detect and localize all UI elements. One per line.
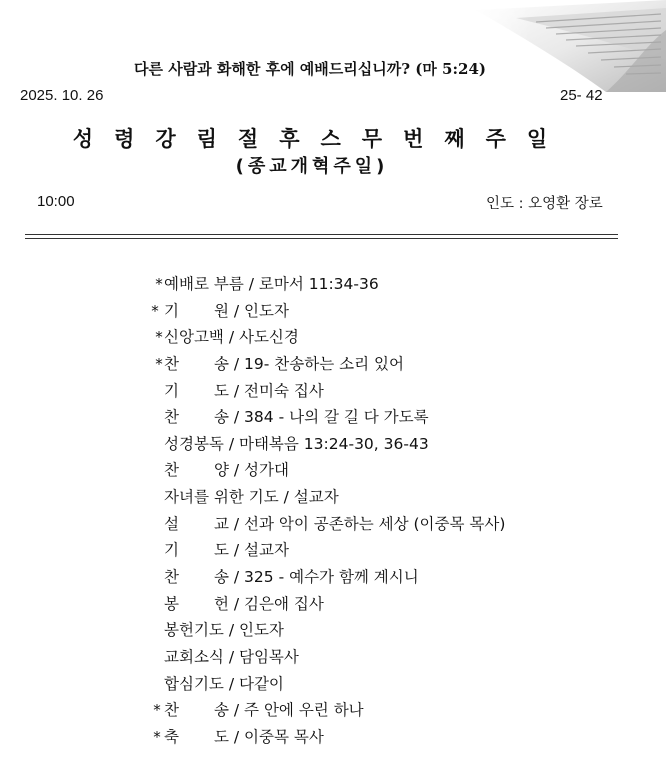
service-date: 2025. 10. 26 — [20, 87, 104, 104]
list-item — [0, 618, 666, 645]
order-item-text: 합심기도 / 다같이 — [164, 674, 284, 693]
list-item — [0, 698, 666, 725]
order-item-text: 성경봉독 / 마태복음 13:24-30, 36-43 — [164, 434, 429, 453]
order-item-text: 봉헌기도 / 인도자 — [164, 621, 284, 640]
list-item — [0, 272, 666, 299]
list-item — [0, 352, 666, 379]
standing-mark: * — [155, 354, 163, 373]
list-item — [0, 672, 666, 699]
issue-number: 25- 42 — [560, 87, 603, 104]
order-item-text: 축 도 / 이중목 목사 — [164, 727, 324, 746]
list-item — [0, 299, 666, 326]
list-item — [0, 325, 666, 352]
order-item-text: 찬 송 / 19- 찬송하는 소리 있어 — [164, 354, 404, 373]
order-item-text: 기 도 / 설교자 — [164, 541, 289, 560]
list-item — [0, 645, 666, 672]
order-item-text: 설 교 / 선과 악이 공존하는 세상 (이중목 목사) — [164, 514, 506, 533]
list-item — [0, 458, 666, 485]
order-item-text: 찬 송 / 325 - 예수가 함께 계시니 — [164, 568, 419, 587]
order-item-text: 봉 헌 / 김은애 집사 — [164, 594, 324, 613]
standing-mark: * — [153, 701, 161, 720]
divider-line — [25, 238, 618, 239]
service-leader: 인도 : 오영환 장로 — [486, 196, 603, 212]
order-item-text: 기 원 / 인도자 — [164, 301, 289, 320]
standing-mark: * — [153, 727, 161, 746]
list-item — [0, 432, 666, 459]
list-item — [0, 379, 666, 406]
list-item — [0, 405, 666, 432]
list-item — [0, 592, 666, 619]
list-item — [0, 725, 666, 752]
list-item — [0, 485, 666, 512]
standing-mark: * — [151, 301, 159, 320]
standing-mark: * — [155, 328, 163, 347]
order-item-text: 찬 송 / 주 안에 우린 하나 — [164, 701, 364, 720]
order-item-text: 자녀를 위한 기도 / 설교자 — [164, 488, 339, 507]
standing-mark: * — [155, 275, 163, 293]
service-time: 10:00 — [37, 193, 75, 210]
divider-line — [25, 234, 618, 235]
page-title: 성령강림절후스무번째주일 — [72, 127, 569, 151]
order-item-text: 교회소식 / 담임목사 — [164, 647, 299, 666]
order-of-worship — [0, 272, 666, 752]
order-item-text: 찬 송 / 384 - 나의 갈 길 다 가도록 — [164, 408, 429, 427]
list-item — [0, 538, 666, 565]
page-subtitle: (종교개혁주일) — [235, 156, 389, 177]
list-item — [0, 565, 666, 592]
order-item-text: 찬 양 / 성가대 — [164, 461, 289, 480]
scripture-verse: 다른 사람과 화해한 후에 예배드리십니까? (마 5:24) — [134, 60, 486, 78]
order-item-text: 신앙고백 / 사도신경 — [164, 328, 299, 347]
order-item-text: 기 도 / 전미숙 집사 — [164, 381, 324, 400]
list-item — [0, 512, 666, 539]
order-item-text: 예배로 부름 / 로마서 11:34-36 — [164, 275, 379, 293]
